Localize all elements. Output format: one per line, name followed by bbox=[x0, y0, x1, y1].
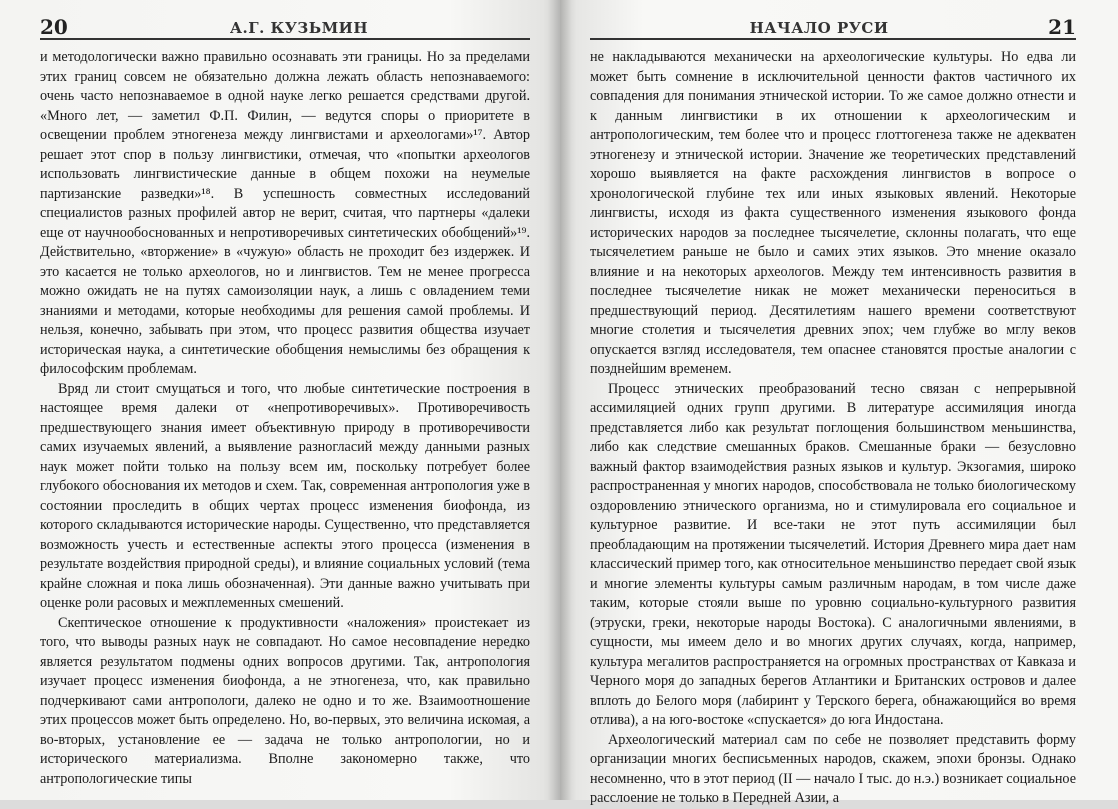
left-running-head: А.Г. КУЗЬМИН bbox=[229, 19, 369, 37]
right-page-header bbox=[590, 12, 1076, 40]
left-page-number: 20 bbox=[40, 15, 68, 39]
left-page bbox=[0, 0, 560, 800]
right-page bbox=[560, 0, 1118, 806]
paragraph: Скептическое отношение к продуктивности «наложения» проистекает из того, что выводы разных наук не совпадают. Но самое несовпадение нередко является результатом подмены одних вопросов другими. Так, антропология изучает процесс изменения биофонда, а не этногенеза, что, как правильно подчеркивают сами антропологи, далеко не одно и то же. Взаимоотношение этих процессов может быть определено. Но, во-первых, это величина искомая, а во-вторых, установление ее — задача не только антропологии, но и исторического материализма. Вполне закономерно также, что антропологические типы bbox=[40, 614, 530, 787]
left-page-body bbox=[40, 48, 530, 789]
paragraph: и методологически важно правильно осознавать эти границы. Но за пределами этих границ совсем не обязательно должна лежать область непознаваемого: очень часто непознаваемое в одной науке легко решается средствами другой. «Много лет, — заметил Ф.П. Филин, — ведутся споры о приоритете в освещении проблем этногенеза между лингвистами и археологами»¹⁷. Автор решает этот спор в пользу лингвистики, отмечая, что «попытки археологов использовать лингвистические данные в общем похожи на неумелые партизанские разведки»¹⁸. В успешность совместных исследований специалистов разных профилей автор не верит, считая, что партнеры «далеки еще от научнообоснованных и непротиворечивых синтетических обобщений»¹⁹. Действительно, «вторжение» в «чужую» область не проходит без издержек. И это касается не только археологов, но и лингвистов. Тем не менее прогресса можно ожидать не на путях самоизоляции наук, а лишь с овладением теми знаниями и методами, которые необходимы для решения самой проблемы. И нельзя, конечно, забывать при этом, что процесс развития общества изучает историческая наука, а синтетические обобщения немыслимы без обращения к философским проблемам. bbox=[40, 49, 530, 377]
right-page-body bbox=[590, 48, 1076, 809]
paragraph: Археологический материал сам по себе не позволяет представить форму организации многих бесписьменных народов, скажем, эпохи бронзы. Однако несомненно, что в этот период (II — начало I тыс. до н.э.) возникает социальное расслоение не только в Передней Азии, а bbox=[590, 731, 1076, 806]
left-page-header bbox=[40, 12, 530, 40]
gutter-shadow bbox=[548, 0, 572, 800]
paragraph: Вряд ли стоит смущаться и того, что любые синтетические построения в настоящее время далеки от «непротиворечивых». Противоречивость предшествующего знания имеет объективную природу в противоречивости самих изучаемых явлений, а выявление разногласий между данными разных наук может пойти только на пользу всем им, поскольку потребует более глубокого обоснования их методов и схем. Так, современная антропология уже в состоянии проследить в общих чертах процесс изменения биофонда, из которого складываются исторические народы. Существенно, что представляется возможность учесть и естественные аспекты этого процесса (изменения в результате воздействия природной среды), и влияние социальных условий (тема крайне сложная и пока лишь обозначенная). Эти данные важно учитывать при оценке роли расовых и межплеменных смешений. bbox=[40, 380, 530, 611]
paragraph: не накладываются механически на археологические культуры. Но едва ли может быть сомнение в исключительной ценности фактов частичного их совпадения для понимания этнической истории. То же самое должно отнести и к данным лингвистики в их отношении к археологическим и антропологическим, тем более что и процесс глоттогенеза также не адекватен этногенезу и этнической истории. Значение же теоретических представлений хорошо выявляется на факте расхождения лингвистов в вопросе о хронологической глубине тех или иных языковых явлений. Некоторые лингвисты, исходя из факта существенного изменения языкового фонда исторических народов за последнее тысячелетие, склонны полагать, что еще тысячелетием раньше не было и самих этих языков. Это мнение оказало влияние и на некоторых археологов. Между тем интенсивность развития в последнее тысячелетие никак не может механически переноситься в предшествующий период. Десятилетиям нашего времени соответствуют многие столетия и тысячелетия древних эпох; чем глубже во мглу веков опускается взгляд исследователя, тем опаснее становятся простые аналогии с позднейшим временем. bbox=[590, 49, 1076, 377]
paragraph: Процесс этнических преобразований тесно связан с непрерывной ассимиляцией одних групп другими. В литературе ассимиляция иногда представляется либо как результат поглощения большинством меньшинства, либо как следствие смешанных браков. Смешанные браки — безусловно важный фактор взаимодействия разных языков и культур. Экзогамия, широко распространенная у многих народов, способствовала не только биологическому оздоровлению этнического организма, но и стимулировала его социальное и культурное развитие. И все-таки не этот путь ассимиляции был преобладающим на протяжении тысячелетий. История Древнего мира дает нам классический пример того, как относительное меньшинство передает свой язык и многие элементы культуры самым различным народам, в том числе даже таким, которые стояли выше по уровню социально-культурного развития (этруски, греки, некоторые народы Востока). С аналогичными явлениями, в сущности, мы имеем дело и во многих других случаях, когда, например, культура мегалитов распространяется на огромных пространствах от Кавказа и Черного моря до западных берегов Атлантики и Британских островов и далее вплоть до Белого моря (лабиринт у Терского берега, обнажающийся во время отлива), а на юго-востоке «спускается» до юга Индостана. bbox=[590, 380, 1076, 728]
right-running-head: НАЧАЛО РУСИ bbox=[749, 19, 889, 37]
right-page-number: 21 bbox=[1048, 15, 1076, 39]
